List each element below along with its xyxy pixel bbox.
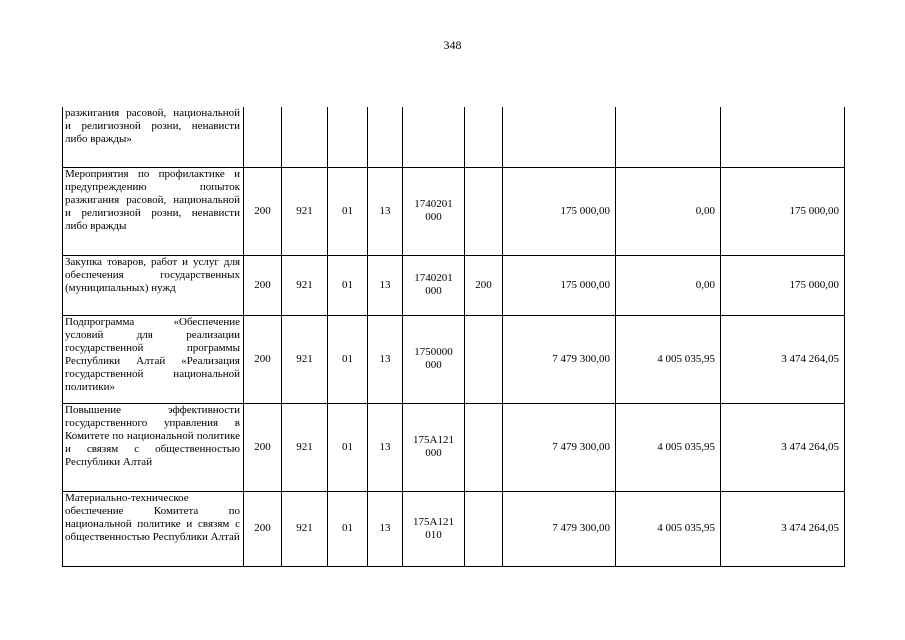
code-cell: 01	[328, 491, 368, 566]
remainder-cell: 3 474 264,05	[721, 491, 845, 566]
row-name: Материально-техническое обеспечение Комитета по национальной политике и связям с общественностью Республики Алтай	[63, 491, 244, 566]
row-name: разжигания расовой, национальной и религиозной розни, ненависти либо вражды»	[63, 107, 244, 167]
expense-type-cell: 200	[465, 255, 503, 315]
expense-type-cell	[465, 167, 503, 255]
amount-cell: 7 479 300,00	[503, 403, 616, 491]
remainder-cell: 3 474 264,05	[721, 315, 845, 403]
code-cell	[244, 107, 282, 167]
expense-type-cell	[465, 403, 503, 491]
code-cell: 13	[368, 403, 403, 491]
amount-cell: 175 000,00	[503, 167, 616, 255]
executed-cell: 4 005 035,95	[616, 403, 721, 491]
code-cell	[368, 107, 403, 167]
amount-cell: 175 000,00	[503, 255, 616, 315]
remainder-cell: 175 000,00	[721, 167, 845, 255]
row-name: Закупка товаров, работ и услуг для обеспечения государственных (муниципальных) нужд	[63, 255, 244, 315]
table-row	[63, 167, 845, 255]
executed-cell: 0,00	[616, 167, 721, 255]
code-cell: 200	[244, 167, 282, 255]
code-cell: 01	[328, 315, 368, 403]
code-cell: 13	[368, 167, 403, 255]
amount-cell: 7 479 300,00	[503, 315, 616, 403]
table-row	[63, 315, 845, 403]
code-cell: 921	[282, 167, 328, 255]
code-cell: 921	[282, 255, 328, 315]
remainder-cell: 3 474 264,05	[721, 403, 845, 491]
code-cell: 01	[328, 255, 368, 315]
code-cell	[328, 107, 368, 167]
table-row	[63, 491, 845, 566]
code-cell: 200	[244, 315, 282, 403]
code-cell: 13	[368, 255, 403, 315]
code-cell	[282, 107, 328, 167]
table-row	[63, 107, 845, 167]
row-name: Мероприятия по профилактике и предупреждению попыток разжигания расовой, национальной и религиозной розни, ненависти либо вражды	[63, 167, 244, 255]
code-cell: 921	[282, 491, 328, 566]
code-cell: 921	[282, 403, 328, 491]
table-row	[63, 403, 845, 491]
expense-type-cell	[465, 491, 503, 566]
target-article-cell: 175А121 010	[403, 491, 465, 566]
row-name: Подпрограмма «Обеспечение условий для реализации государственной программы Республики Алтай «Реализация государственной национальной политики»	[63, 315, 244, 403]
budget-table	[62, 107, 845, 567]
amount-cell: 7 479 300,00	[503, 491, 616, 566]
code-cell: 01	[328, 403, 368, 491]
code-cell: 13	[368, 491, 403, 566]
expense-type-cell	[465, 315, 503, 403]
code-cell: 921	[282, 315, 328, 403]
table-row	[63, 255, 845, 315]
remainder-cell: 175 000,00	[721, 255, 845, 315]
code-cell: 200	[244, 255, 282, 315]
code-cell: 01	[328, 167, 368, 255]
target-article-cell	[403, 107, 465, 167]
target-article-cell: 1740201 000	[403, 167, 465, 255]
executed-cell: 4 005 035,95	[616, 491, 721, 566]
code-cell: 13	[368, 315, 403, 403]
expense-type-cell	[465, 107, 503, 167]
executed-cell	[616, 107, 721, 167]
target-article-cell: 1740201 000	[403, 255, 465, 315]
code-cell: 200	[244, 403, 282, 491]
page-number: 348	[443, 38, 462, 52]
executed-cell: 0,00	[616, 255, 721, 315]
executed-cell: 4 005 035,95	[616, 315, 721, 403]
target-article-cell: 175А121 000	[403, 403, 465, 491]
target-article-cell: 1750000 000	[403, 315, 465, 403]
row-name: Повышение эффективности государственного управления в Комитете по национальной политике и связям с общественностью Республики Алтай	[63, 403, 244, 491]
amount-cell	[503, 107, 616, 167]
code-cell: 200	[244, 491, 282, 566]
remainder-cell	[721, 107, 845, 167]
